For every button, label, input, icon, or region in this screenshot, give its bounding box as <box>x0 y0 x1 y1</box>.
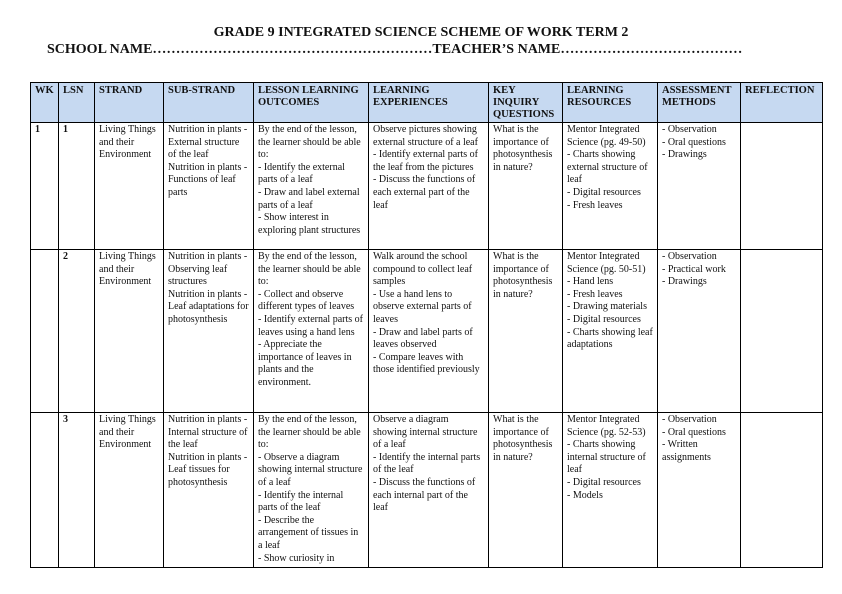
cell-strand: Living Things and their Environment <box>95 413 164 568</box>
table-row <box>31 123 823 250</box>
cell-resources: Mentor Integrated Science (pg. 49-50) - Charts showing external structure of leaf - Digital resources - Fresh leaves <box>563 123 658 250</box>
cell-sub-strand: Nutrition in plants - External structure of the leaf Nutrition in plants - Functions of leaf parts <box>164 123 254 250</box>
header-inquiry: KEY INQUIRY QUESTIONS <box>489 83 563 123</box>
header-assessment: ASSESSMENT METHODS <box>658 83 741 123</box>
header-reflection: REFLECTION <box>741 83 823 123</box>
document-title: GRADE 9 INTEGRATED SCIENCE SCHEME OF WORK TERM 2 <box>213 25 629 40</box>
cell-sub-strand: Nutrition in plants - Internal structure of the leaf Nutrition in plants - Leaf tissues for photosynthesis <box>164 413 254 568</box>
cell-outcomes: By the end of the lesson, the learner should be able to: - Collect and observe different types of leaves - Identify external parts of leaves using a hand lens - Appreciate the importance of leaves in plants and the environment. <box>254 250 369 413</box>
cell-wk <box>31 413 59 568</box>
header-experiences: LEARNING EXPERIENCES <box>369 83 489 123</box>
cell-sub-strand: Nutrition in plants - Observing leaf structures Nutrition in plants - Leaf adaptations for photosynthesis <box>164 250 254 413</box>
cell-lsn: 2 <box>59 250 95 413</box>
header-row <box>31 83 823 123</box>
cell-wk: 1 <box>31 123 59 250</box>
cell-experiences: Observe pictures showing external structure of a leaf - Identify external parts of the leaf from the pictures - Discuss the functions of each external part of the leaf <box>369 123 489 250</box>
school-teacher-line: SCHOOL NAME……………………………………………………TEACHER’S NAME………………………………… <box>47 42 743 57</box>
cell-assessment: - Observation - Oral questions - Written assignments <box>658 413 741 568</box>
cell-lsn: 3 <box>59 413 95 568</box>
cell-reflection <box>741 123 823 250</box>
header-lsn: LSN <box>59 83 95 123</box>
cell-experiences: Walk around the school compound to collect leaf samples - Use a hand lens to observe external parts of leaves - Draw and label parts of leaves observed - Compare leaves with those identified previously <box>369 250 489 413</box>
cell-resources: Mentor Integrated Science (pg. 50-51) - Hand lens - Fresh leaves - Drawing materials - Digital resources - Charts showing leaf adaptations <box>563 250 658 413</box>
cell-assessment: - Observation - Oral questions - Drawings <box>658 123 741 250</box>
cell-outcomes: By the end of the lesson, the learner should be able to: - Identify the external parts of a leaf - Draw and label external parts of a leaf - Show interest in exploring plant structures <box>254 123 369 250</box>
cell-wk <box>31 250 59 413</box>
table-row <box>31 250 823 413</box>
cell-outcomes: By the end of the lesson, the learner should be able to: - Observe a diagram showing internal structure of a leaf - Identify the internal parts of the leaf - Describe the arrangement of tissues in a leaf - Show curiosity in <box>254 413 369 568</box>
header-resources: LEARNING RESOURCES <box>563 83 658 123</box>
cell-inquiry: What is the importance of photosynthesis in nature? <box>489 123 563 250</box>
cell-lsn: 1 <box>59 123 95 250</box>
cell-strand: Living Things and their Environment <box>95 250 164 413</box>
table-row <box>31 413 823 568</box>
cell-assessment: - Observation - Practical work - Drawings <box>658 250 741 413</box>
header-sub-strand: SUB-STRAND <box>164 83 254 123</box>
cell-strand: Living Things and their Environment <box>95 123 164 250</box>
cell-experiences: Observe a diagram showing internal structure of a leaf - Identify the internal parts of the leaf - Discuss the functions of each internal part of the leaf <box>369 413 489 568</box>
cell-resources: Mentor Integrated Science (pg. 52-53) - Charts showing internal structure of leaf - Digital resources - Models <box>563 413 658 568</box>
cell-reflection <box>741 413 823 568</box>
header-wk: WK <box>31 83 59 123</box>
header-outcomes: LESSON LEARNING OUTCOMES <box>254 83 369 123</box>
cell-reflection <box>741 250 823 413</box>
cell-inquiry: What is the importance of photosynthesis in nature? <box>489 413 563 568</box>
header-strand: STRAND <box>95 83 164 123</box>
scheme-of-work-table <box>30 82 823 568</box>
cell-inquiry: What is the importance of photosynthesis in nature? <box>489 250 563 413</box>
